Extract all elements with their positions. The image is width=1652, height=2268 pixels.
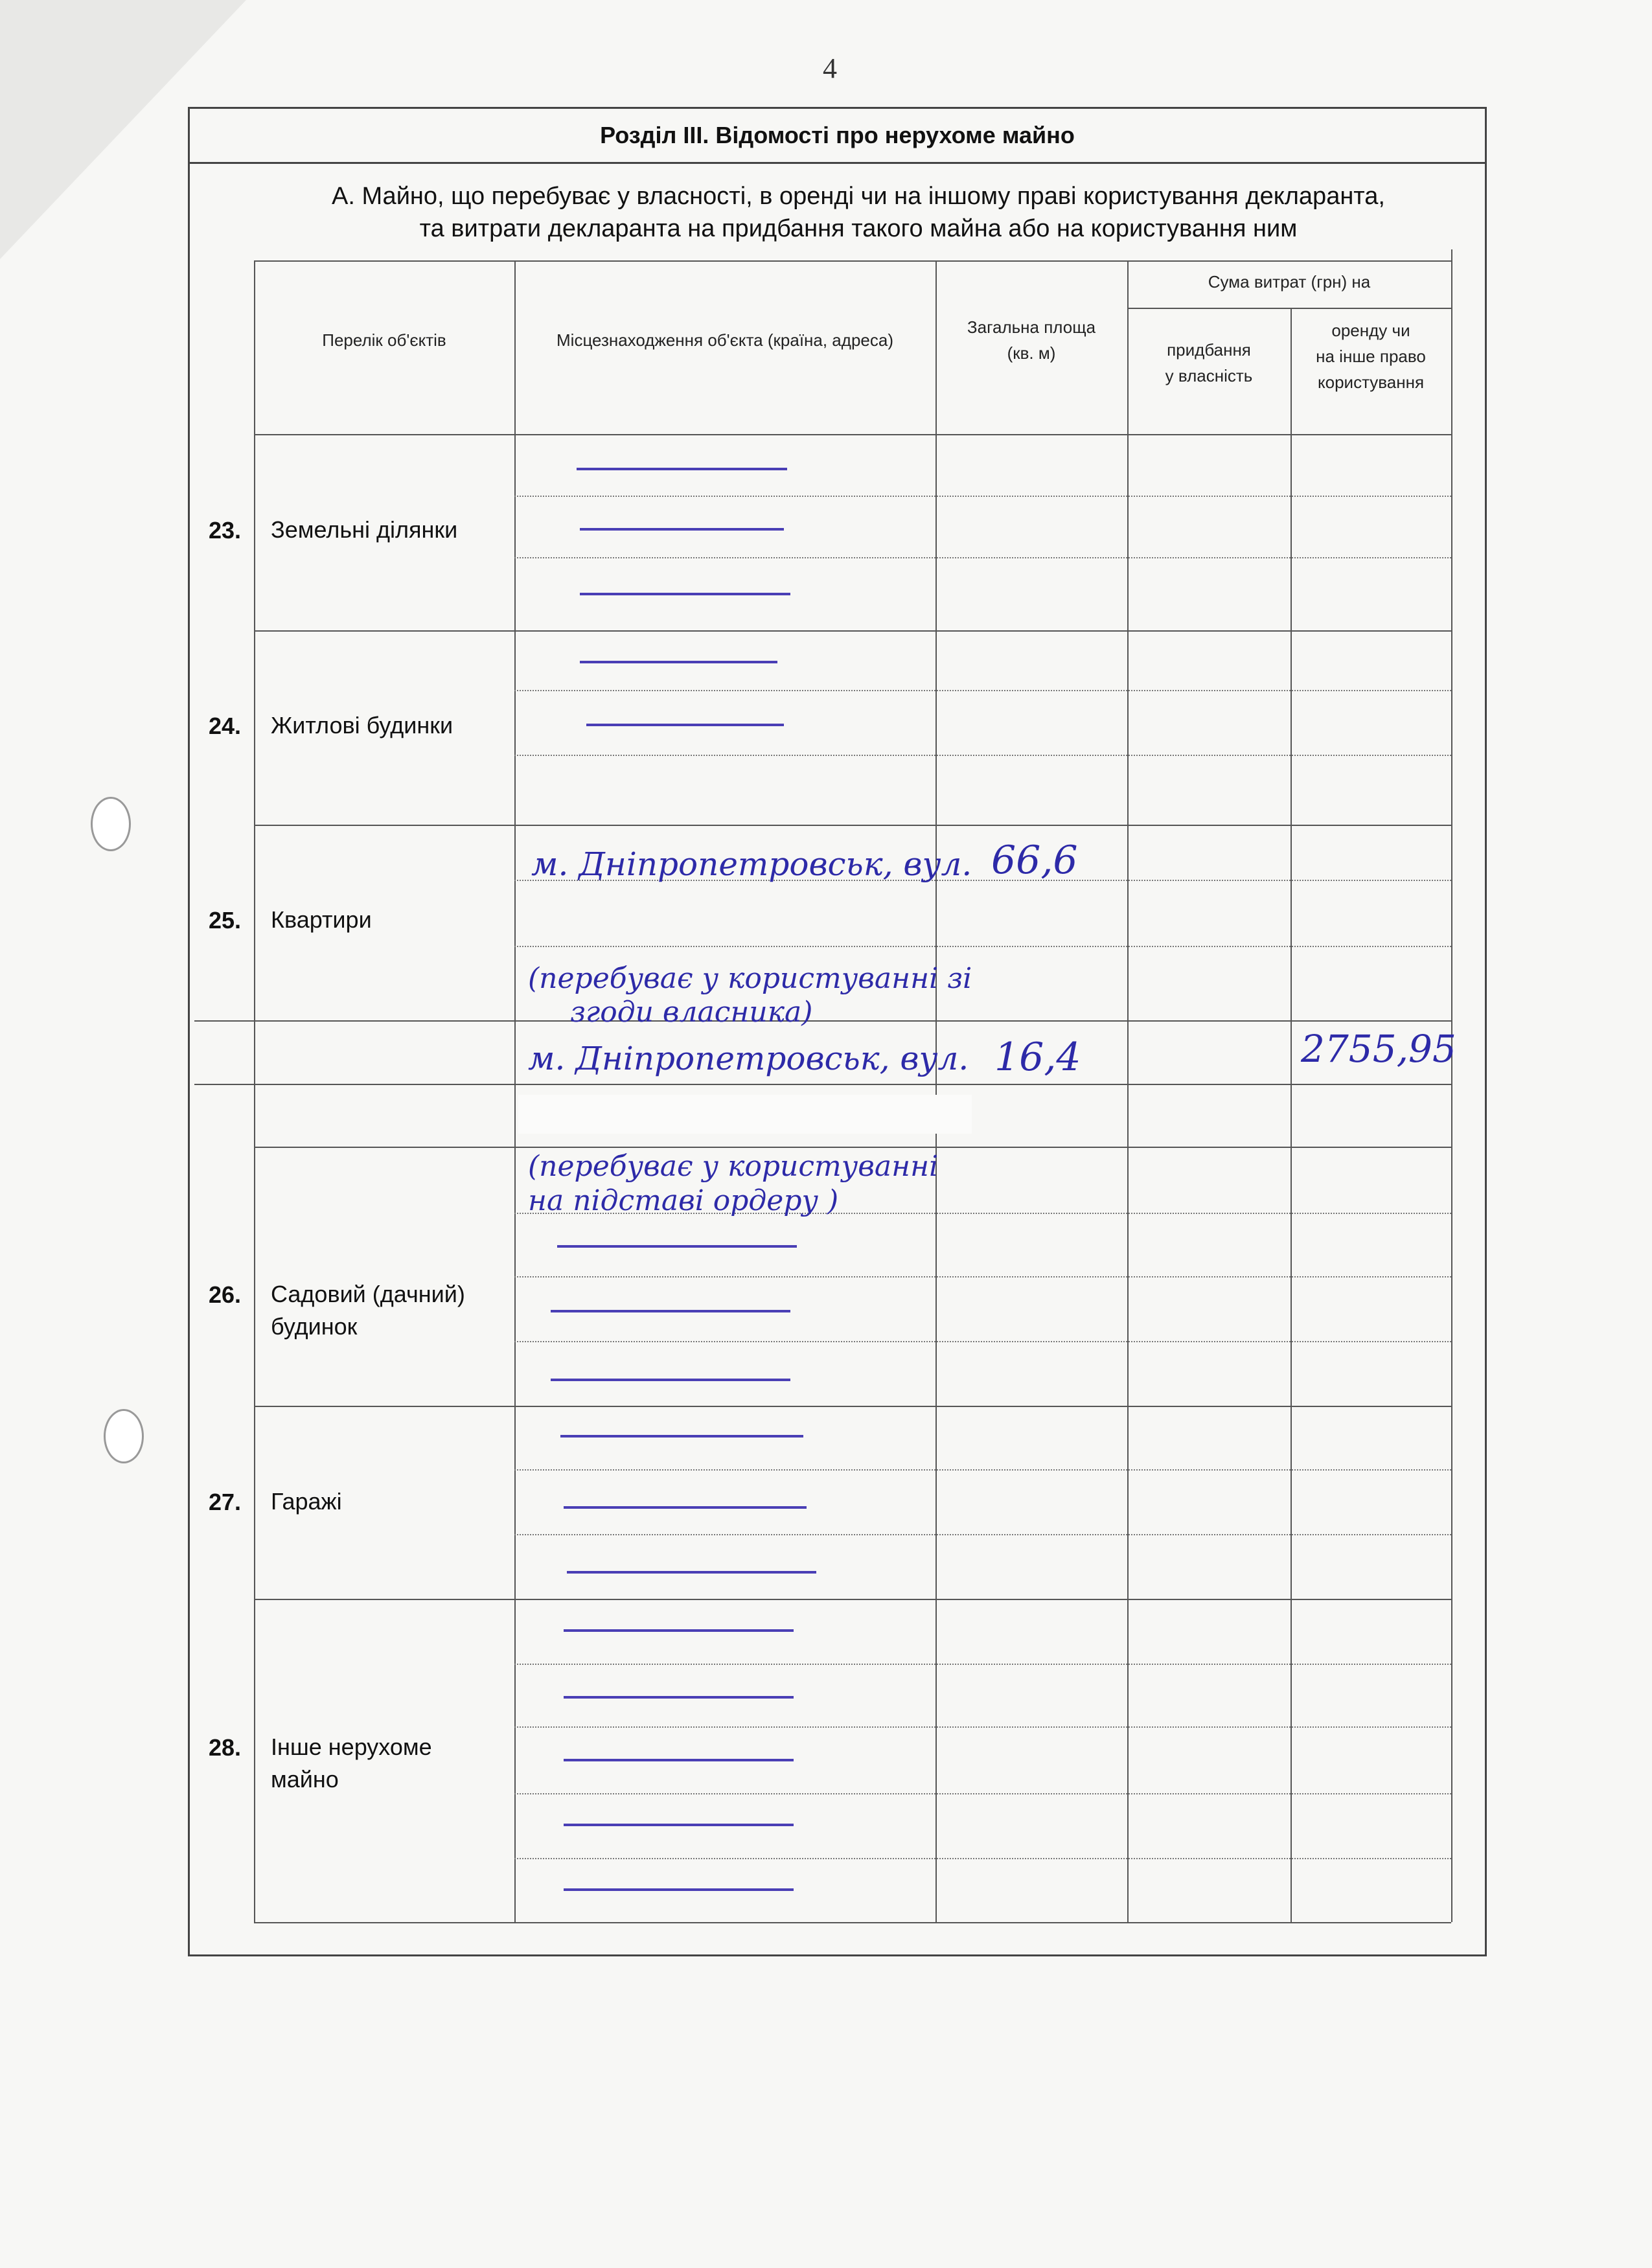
header-location: Місцезнаходження об'єкта (країна, адреса) <box>556 330 893 350</box>
apt1-area: 66,6 <box>991 838 1078 883</box>
punch-hole-top <box>91 797 131 851</box>
row-number-24: 24. <box>209 713 242 739</box>
subsection-title <box>266 180 1451 245</box>
subsection-text: . Майно, що перебуває у власності, в оренді чи на іншому праві користування декларанта, <box>348 183 1385 210</box>
header-rent-line1: оренду чи <box>1331 321 1410 340</box>
row-number-25: 25. <box>209 907 242 934</box>
subsection-letter: А <box>332 183 349 210</box>
header-purchase-line2: у власність <box>1165 366 1253 385</box>
header-rent-line2: на інше право <box>1316 347 1426 366</box>
header-purchase <box>1127 337 1291 389</box>
header-costs: Сума витрат (грн) на <box>1208 272 1371 292</box>
row-label-houses: Житлові будинки <box>271 712 453 739</box>
apt2-note-line2: на підставі ордеру ) <box>528 1184 839 1217</box>
row-label-garages: Гаражі <box>271 1488 342 1515</box>
apt2-note-line1: (перебуває у користуванні <box>528 1150 939 1183</box>
header-area-line2: (кв. м) <box>1007 343 1056 363</box>
row-label-apartments: Квартири <box>271 906 372 933</box>
row-label-land: Земельні ділянки <box>271 516 458 543</box>
apt2-rent: 2755,95 <box>1301 1027 1456 1071</box>
apt1-note-line1: (перебуває у користуванні зі <box>528 962 972 995</box>
apt2-area: 16,4 <box>994 1035 1081 1080</box>
section-title: Розділ ІІІ. Відомості про нерухоме майно <box>188 107 1487 164</box>
header-area <box>935 314 1127 366</box>
row-number-27: 27. <box>209 1489 242 1515</box>
header-rent-line3: користування <box>1317 372 1425 392</box>
apt2-location: м. Дніпропетровськ, вул. <box>528 1040 969 1077</box>
subsection-text-2: та витрати декларанта на придбання такого майна або на користування ним <box>419 215 1298 242</box>
row-label-cottage-line1: Садовий (дачний) <box>271 1281 465 1307</box>
header-objects: Перелік об'єктів <box>322 330 446 350</box>
punch-hole-bottom <box>104 1409 144 1463</box>
row-label-cottage <box>271 1278 465 1343</box>
page-number: 4 <box>823 52 837 84</box>
redaction-area <box>518 1095 972 1134</box>
row-number-26: 26. <box>209 1281 242 1308</box>
apt1-location: м. Дніпропетровськ, вул. <box>531 845 972 883</box>
row-label-other-line2: майно <box>271 1766 339 1793</box>
header-purchase-line1: придбання <box>1167 340 1251 360</box>
header-rent <box>1291 317 1451 395</box>
apt1-note-line2: згоди власника) <box>570 996 813 1029</box>
row-number-28: 28. <box>209 1734 242 1761</box>
row-number-23: 23. <box>209 517 242 544</box>
row-label-cottage-line2: будинок <box>271 1313 358 1340</box>
row-label-other <box>271 1731 432 1796</box>
row-label-other-line1: Інше нерухоме <box>271 1734 432 1760</box>
header-area-line1: Загальна площа <box>967 317 1096 337</box>
